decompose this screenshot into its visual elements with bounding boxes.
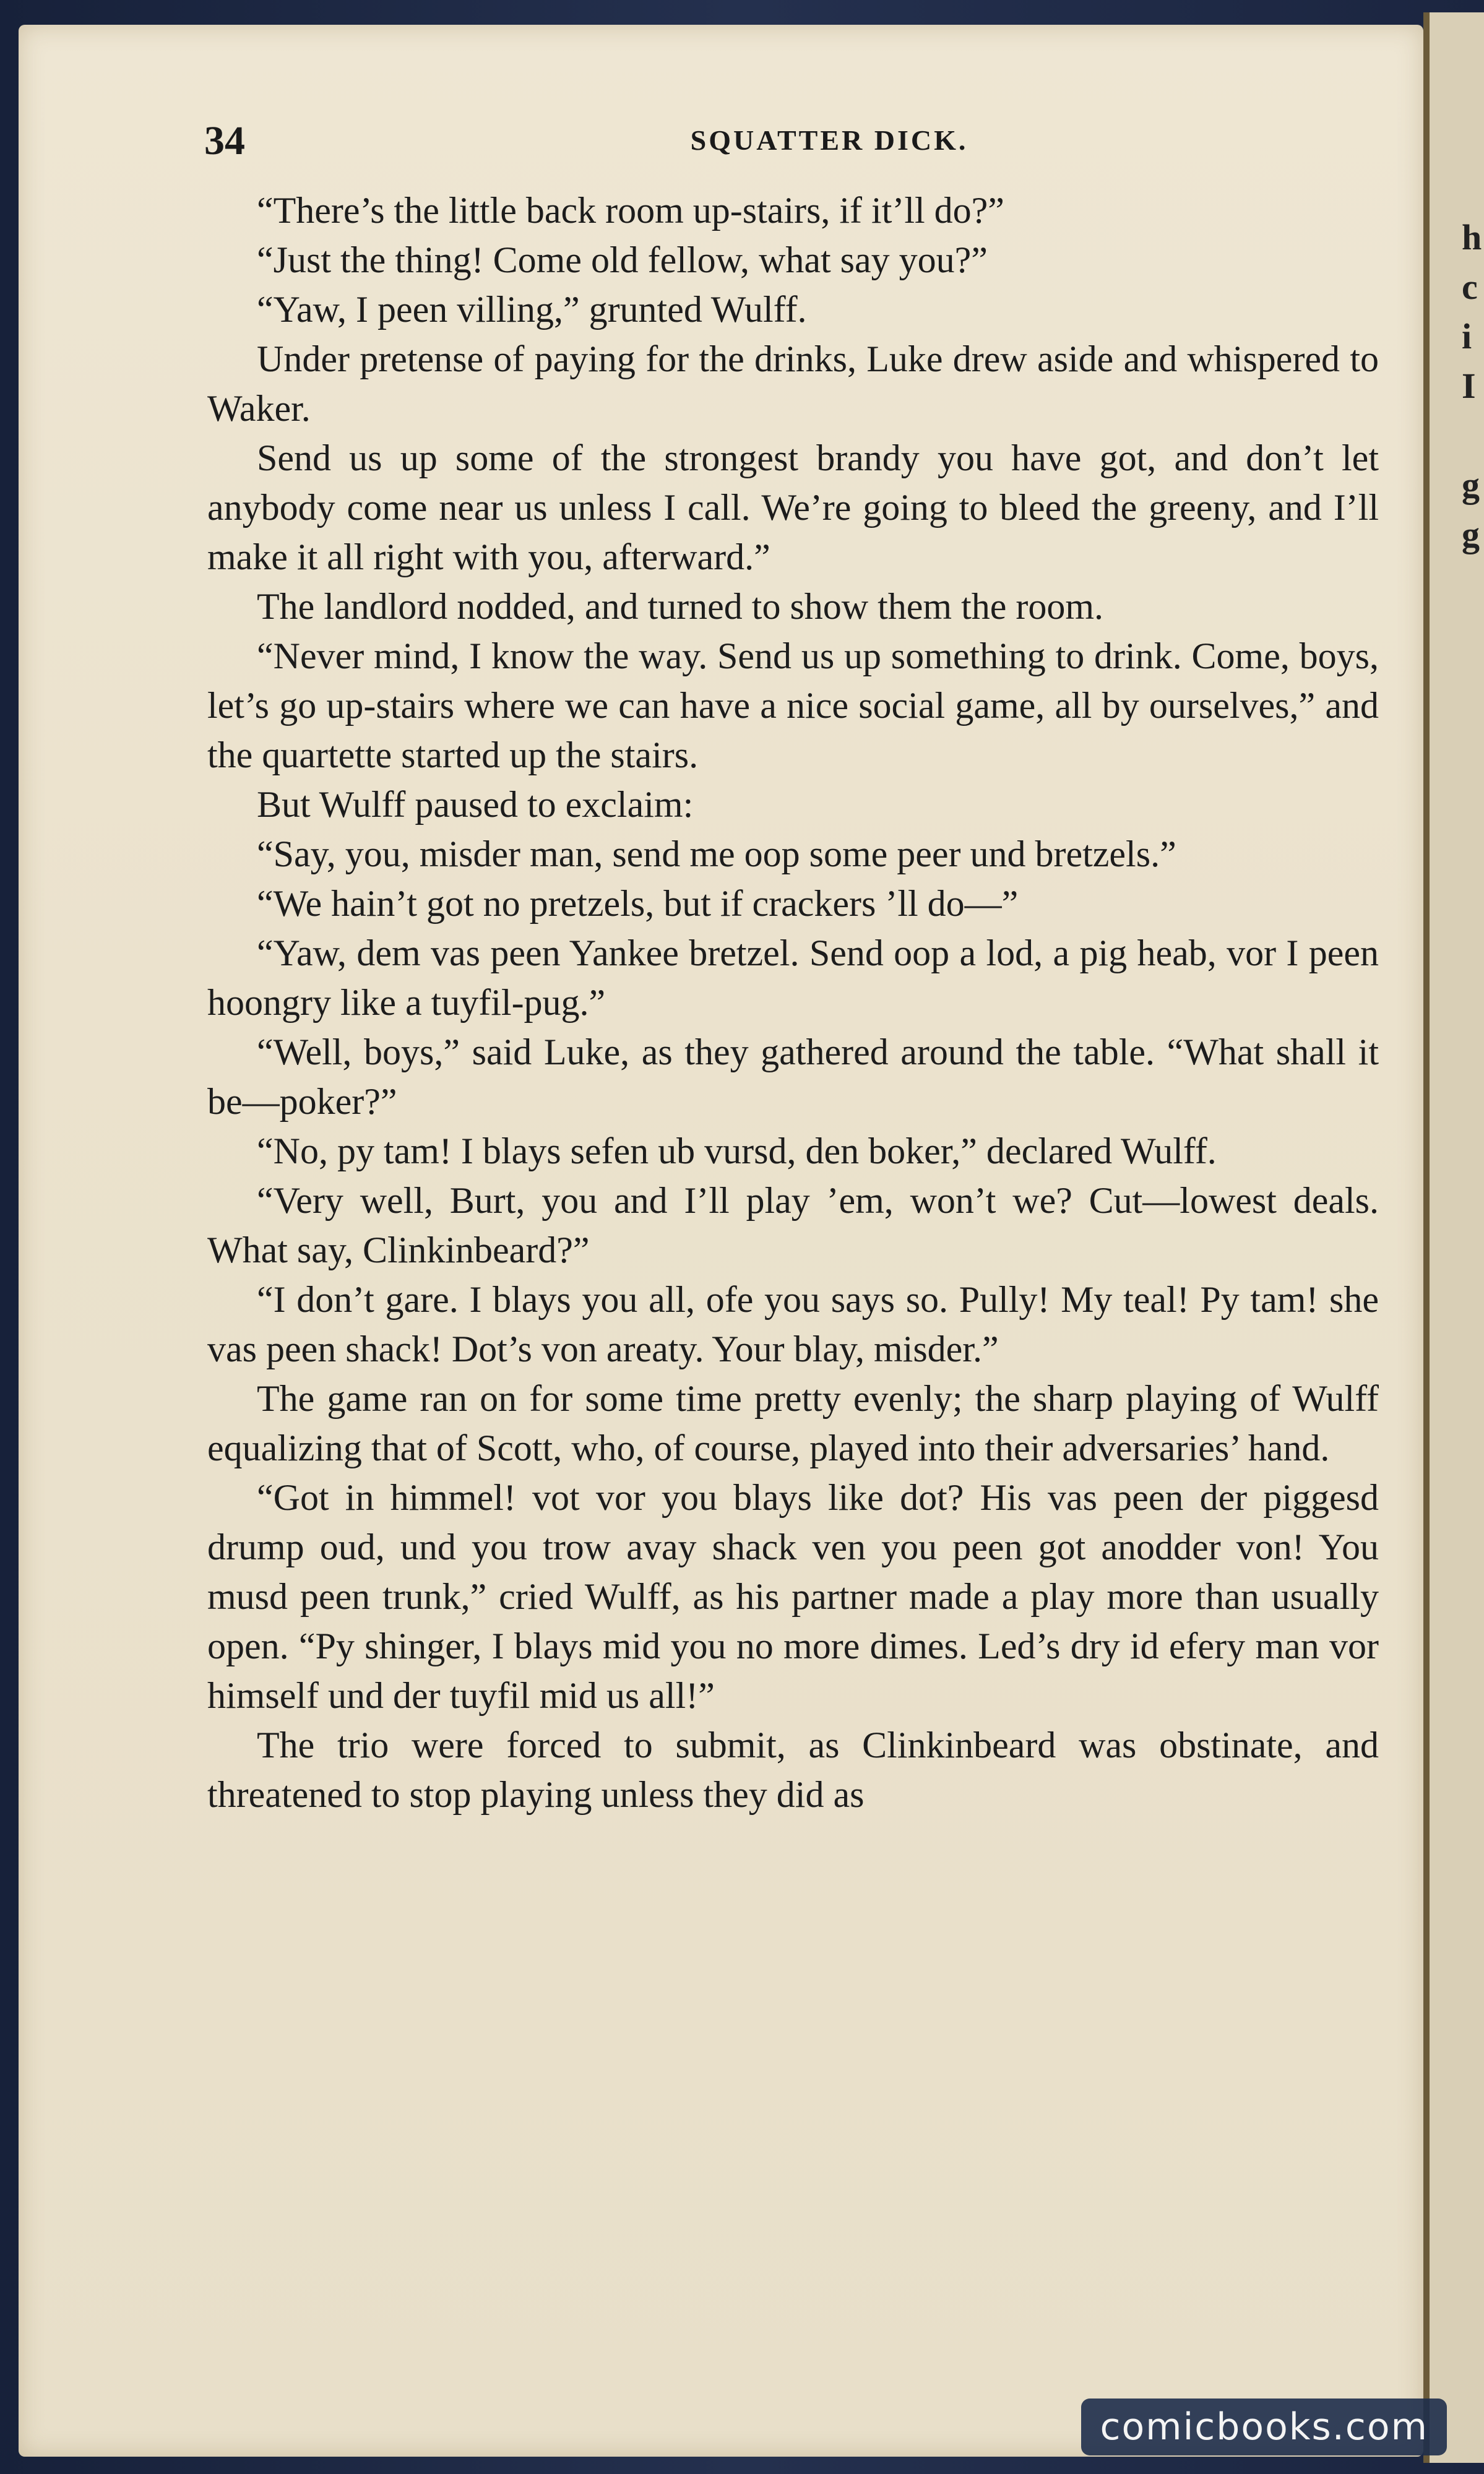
paragraph: “There’s the little back room up-stairs, if it’ll do?”	[257, 190, 1004, 231]
paragraph: “I don’t gare. I blays you all, ofe you says so. Pully! My teal! Py tam! she vas peen shack! Dot’s von areaty. Your blay, misder.”	[207, 1279, 1379, 1369]
paragraph: But Wulff paused to exclaim:	[257, 784, 694, 825]
paragraph: “Never mind, I know the way. Send us up something to drink. Come, boys, let’s go up-stairs where we can have a nice social game, all by ourselves,” and the quartette started up the stairs.	[207, 636, 1379, 775]
site-watermark: comicbooks.com	[1081, 2399, 1447, 2455]
paragraph: “No, py tam! I blays sefen ub vursd, den boker,” declared Wulff.	[257, 1131, 1217, 1171]
facing-page-fragment: i	[1462, 316, 1472, 356]
paragraph: “Well, boys,” said Luke, as they gathered around the table. “What shall it be—poker?”	[207, 1032, 1379, 1122]
paragraph: The game ran on for some time pretty evenly; the sharp playing of Wulff equalizing that of Scott, who, of course, played into their adversaries’ hand.	[207, 1378, 1379, 1468]
paragraph: “Yaw, dem vas peen Yankee bretzel. Send oop a lod, a pig heab, vor I peen hoongry like a tuyfil-pug.”	[207, 933, 1379, 1023]
paragraph: “Very well, Burt, you and I’ll play ’em, won’t we? Cut—lowest deals. What say, Clinkinbeard?”	[207, 1180, 1379, 1270]
paragraph: “Yaw, I peen villing,” grunted Wulff.	[257, 289, 807, 330]
paragraph: “Got in himmel! vot vor you blays like dot? His vas peen der piggesd drump oud, und you trow avay shack ven you peen got anodder von! You musd peen trunk,” cried Wulff, as his partner made a play more than usually open. “Py shinger, I blays mid you no more dimes. Led’s dry id efery man vor himself und der tuyfil mid us all!”	[207, 1477, 1379, 1716]
paragraph: “We hain’t got no pretzels, but if crackers ’ll do—”	[257, 883, 1019, 924]
facing-page-fragment: I	[1462, 366, 1476, 406]
page-header	[204, 118, 1454, 173]
paragraph: “Just the thing! Come old fellow, what say you?”	[257, 239, 988, 280]
page-number: 34	[204, 118, 245, 163]
facing-page-fragment: g	[1462, 465, 1480, 505]
page-body	[207, 186, 1379, 1819]
facing-page-fragment: g	[1462, 514, 1480, 554]
facing-page-edge	[1423, 12, 1484, 2463]
paragraph: Under pretense of paying for the drinks, Luke drew aside and whispered to Waker.	[207, 338, 1379, 429]
paragraph: The landlord nodded, and turned to show them the room.	[257, 586, 1104, 627]
paragraph: The trio were forced to submit, as Clinkinbeard was obstinate, and threatened to stop playing unless they did as	[207, 1725, 1379, 1815]
facing-page-fragment: c	[1462, 267, 1478, 307]
running-title: SQUATTER DICK.	[690, 124, 968, 156]
facing-page-fragment: h	[1462, 217, 1482, 257]
paragraph: Send us up some of the strongest brandy you have got, and don’t let anybody come near us unless I call. We’re going to bleed the greeny, and I’ll make it all right with you, afterward.”	[207, 437, 1379, 577]
paragraph: “Say, you, misder man, send me oop some peer und bretzels.”	[257, 834, 1176, 874]
